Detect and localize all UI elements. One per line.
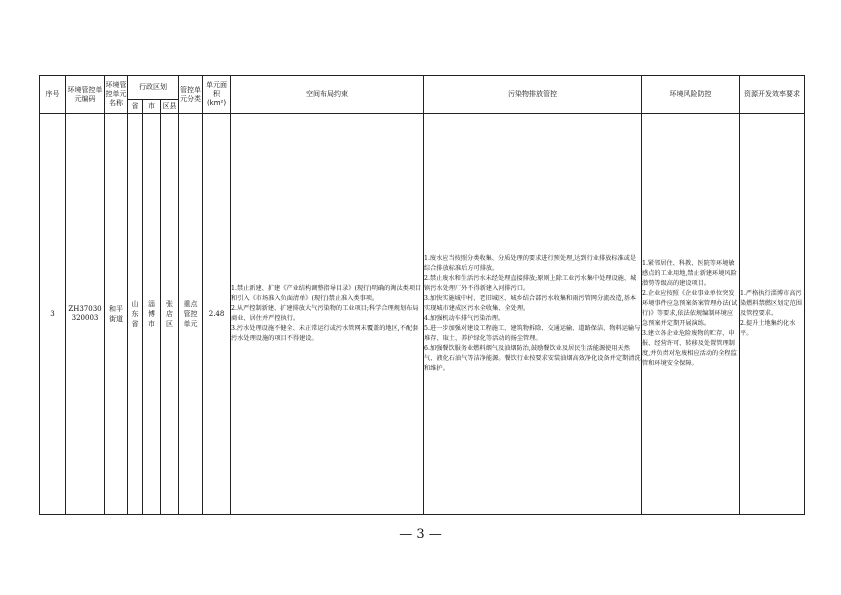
- header-unit-name: 环境管控单元名称: [105, 76, 128, 114]
- risk-item: 3.建立各企业危险废物的贮存、申报、经营许可、转移及处置管理制度,并负责对危废相应活动的全程监管和环境安全保障。: [642, 330, 737, 367]
- unit-code-line2: 320003: [71, 314, 99, 322]
- control-unit-table: [39, 75, 805, 515]
- table-row: [40, 114, 805, 515]
- province-text: 山东省: [131, 300, 139, 328]
- cell-province: [128, 114, 143, 515]
- cell-district: [161, 114, 179, 515]
- pollution-item: 6.加强餐饮服务业燃料烟气及油烟防治,鼓励餐饮业及居民生活能源使用天然气、液化石油气等洁净能源。餐饮行业按要求安装油烟高效净化设备并定期清洗和维护。: [424, 345, 641, 372]
- header-admin-division: 行政区划: [128, 76, 179, 100]
- cell-spatial-constraint: [231, 114, 424, 515]
- pollution-item: 3.加快实施城中村、老旧城区、城乡结合部污水收集和雨污管网分流改造,基本实现城市建成区污水全收集、全处理。: [424, 295, 637, 312]
- page-number: — 3 —: [399, 527, 442, 542]
- header-city: 市: [143, 100, 161, 114]
- header-district: 区县: [161, 100, 179, 114]
- header-unit-area: [203, 76, 231, 114]
- district-text: 张店区: [166, 300, 174, 328]
- header-resource-efficiency: 资源开发效率要求: [740, 76, 805, 114]
- header-seq: 序号: [40, 76, 66, 114]
- unit-name-text: 和平街道: [109, 305, 123, 323]
- header-pollution-control: 污染物排放管控: [424, 76, 642, 114]
- pollution-item: 1.废水应当按照分类收集、分质处理的要求进行预处理,达到行业排放标准或是综合排放标准后方可排放。: [424, 255, 637, 272]
- resource-item: 2.提升土地集约化水平。: [740, 320, 796, 337]
- header-risk-prevention: 环境风险防控: [642, 76, 740, 114]
- cell-pollution-control: [424, 114, 642, 515]
- unit-code-line1: ZH37030: [68, 305, 102, 313]
- cell-risk-prevention: [642, 114, 740, 515]
- cell-city: [143, 114, 161, 515]
- header-area-label: 单元面积: [206, 81, 228, 98]
- pollution-item: 5.进一步加强对建设工程施工、建筑物拆除、交通运输、道路保洁、物料运输与堆存、取土、养护绿化等活动的扬尘管理。: [424, 325, 641, 342]
- cell-resource-efficiency: [740, 114, 805, 515]
- header-spatial-constraint: 空间布局约束: [231, 76, 424, 114]
- header-province: 省: [128, 100, 143, 114]
- cell-unit-name: [105, 114, 128, 515]
- spatial-item: 2.从严控制新建、扩建排放大气污染物的工业项目;科学合理规划布局商业、居住并严控执行。: [231, 305, 419, 322]
- cell-seq: 3: [40, 114, 66, 515]
- spatial-item: 3.污水处理设施不健全、未正常运行或污水管网未覆盖的地区,不配套污水处理设施的项目不得建设。: [231, 325, 419, 342]
- header-unit-category: 管控单元分类: [179, 76, 203, 114]
- resource-item: 1.严格执行淄博市高污染燃料禁燃区划定范围及管控要求。: [740, 290, 802, 317]
- cell-unit-area: 2.48: [203, 114, 231, 515]
- cell-unit-code: [66, 114, 105, 515]
- spatial-item: 1.禁止新建、扩建《产业结构调整指导目录》(现行)明确的淘汰类项目和引入《市场准入负面清单》(现行)禁止准入类事项。: [231, 285, 422, 302]
- pollution-item: 2.禁止废水和生活污水未经处理直接排放;原则上除工业污水集中处理设施、城镇污水处理厂外不得新建入河排污口。: [424, 275, 637, 292]
- unit-category-text: 重点管控单元: [183, 300, 198, 328]
- risk-item: 1.紧邻居住、科教、医院等环境敏感点的工业用地,禁止新建环境风险潜势等级高的建设项目。: [642, 260, 737, 287]
- cell-unit-category: [179, 114, 203, 515]
- header-unit-code: 环境管控单元编码: [66, 76, 105, 114]
- city-text: 淄博市: [148, 300, 155, 328]
- pollution-item: 4.加强机动车排气污染治理。: [424, 315, 505, 322]
- risk-item: 2.企业应按照《企业事业单位突发环境事件应急预案备案管理办法(试行)》等要求,依法依规编制环境应急预案并定期开展演练。: [642, 290, 738, 327]
- header-area-unit: (km²): [206, 99, 227, 107]
